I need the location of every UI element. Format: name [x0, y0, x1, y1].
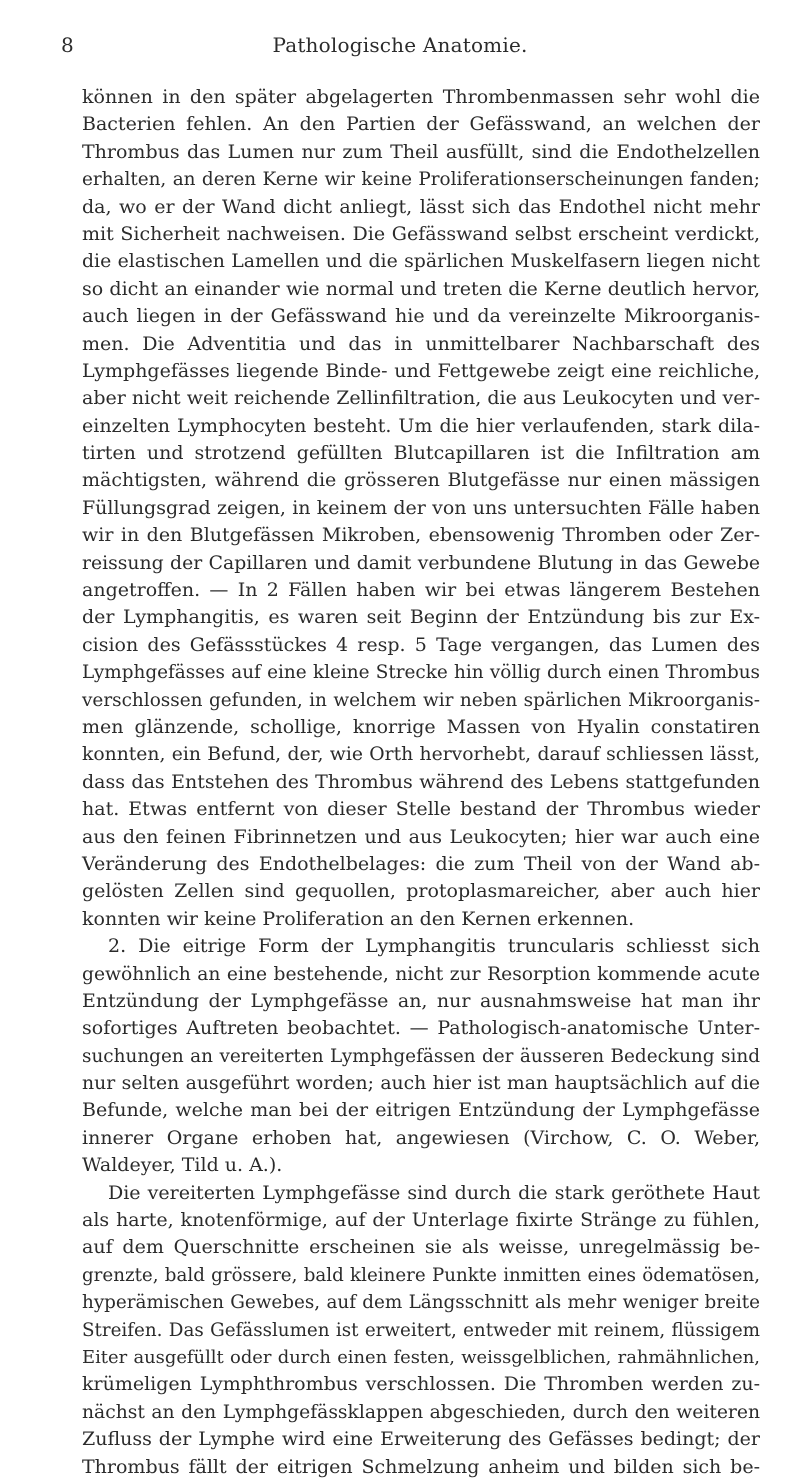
text-line: Streifen. Das Gefässlumen ist erweitert, entweder mit reinem, flüssigem: [82, 1319, 760, 1341]
text-line: Lymphgefässes auf eine kleine Strecke hin völlig durch einen Thrombus: [82, 662, 760, 684]
text-line: konnten, ein Befund, der, wie Orth hervorhebt, darauf schliessen lässt,: [82, 744, 760, 766]
text-line: Thrombus fällt der eitrigen Schmelzung anheim und bilden sich be-: [82, 1455, 760, 1478]
text-line: Lymphgefässes liegende Binde- und Fettgewebe zeigt eine reichliche,: [82, 359, 760, 382]
text-line: Entzündung der Lymphgefässe an, nur ausnahmsweise hat man ihr: [82, 989, 760, 1012]
text-line: gewöhnlich an eine bestehende, nicht zur Resorption kommende acute: [82, 963, 760, 985]
text-line: Die vereiterten Lymphgefässe sind durch die stark geröthete Haut: [108, 1181, 760, 1204]
page-header: [0, 20, 800, 60]
text-line: 2. Die eitrige Form der Lymphangitis truncularis schliesst sich: [108, 935, 760, 958]
text-line: auf dem Querschnitte erscheinen sie als weisse, unregelmässig be-: [82, 1236, 760, 1259]
text-line: Veränderung des Endothelbelages: die zum Theil von der Wand ab-: [82, 852, 760, 875]
text-line: reissung der Capillaren und damit verbundene Blutung in das Gewebe: [82, 552, 760, 574]
text-line: sofortiges Auftreten beobachtet. — Pathologisch-anatomische Unter-: [82, 1017, 760, 1040]
text-line: der Lymphangitis, es waren seit Beginn der Entzündung bis zur Ex-: [82, 606, 760, 629]
text-line: verschlossen gefunden, in welchem wir neben spärlichen Mikroorganis-: [82, 689, 760, 711]
running-head: Pathologische Anatomie.: [272, 33, 528, 57]
text-line: mächtigsten, während die grösseren Blutgefässe nur einen mässigen: [82, 469, 760, 492]
text-line: konnten wir keine Proliferation an den Kernen erkennen.: [82, 907, 635, 930]
text-line: so dicht an einander wie normal und treten die Kerne deutlich hervor,: [82, 277, 760, 300]
text-line: nächst an den Lymphgefässklappen abgeschieden, durch den weiteren: [82, 1401, 760, 1423]
page-number: 8: [61, 33, 74, 57]
text-line: Bacterien fehlen. An den Partien der Gefässwand, an welchen der: [82, 113, 760, 136]
text-line: nur selten ausgeführt worden; auch hier ist man hauptsächlich auf die: [82, 1073, 760, 1095]
text-line: krümeligen Lymphthrombus verschlossen. Die Thromben werden zu-: [82, 1373, 760, 1396]
text-line: cision des Gefässstückes 4 resp. 5 Tage vergangen, das Lumen des: [82, 633, 760, 656]
text-line: die elastischen Lamellen und die spärlichen Muskelfasern liegen nicht: [82, 251, 760, 273]
text-line: men. Die Adventitia und das in unmittelbarer Nachbarschaft des: [82, 332, 760, 355]
text-line: mit Sicherheit nachweisen. Die Gefässwand selbst erscheint verdickt,: [82, 222, 760, 245]
body-text: [82, 84, 760, 1481]
text-line: Füllungsgrad zeigen, in keinem der von uns untersuchten Fälle haben: [82, 496, 760, 519]
text-line: können in den später abgelagerten Thrombenmassen sehr wohl die: [82, 86, 760, 108]
text-line: da, wo er der Wand dicht anliegt, lässt sich das Endothel nicht mehr: [82, 195, 760, 218]
text-line: erhalten, an deren Kerne wir keine Proliferationserscheinungen fanden;: [82, 169, 760, 191]
text-line: dass das Entstehen des Thrombus während des Lebens stattgefunden: [82, 770, 760, 793]
text-line: men glänzende, schollige, knorrige Massen von Hyalin constatiren: [82, 715, 760, 738]
text-line: Thrombus das Lumen nur zum Theil ausfüllt, sind die Endothelzellen: [82, 140, 760, 163]
text-line: Eiter ausgefüllt oder durch einen festen, weissgelblichen, rahmähnlichen,: [82, 1346, 760, 1368]
text-line: auch liegen in der Gefässwand hie und da vereinzelte Mikroorganis-: [82, 305, 760, 328]
text-line: Waldeyer, Tild u. A.).: [82, 1154, 283, 1177]
text-line: grenzte, bald grössere, bald kleinere Punkte inmitten eines ödematösen,: [82, 1264, 760, 1286]
text-line: hat. Etwas entfernt von dieser Stelle bestand der Thrombus wieder: [82, 798, 760, 821]
text-line: suchungen an vereiterten Lymphgefässen der äusseren Bedeckung sind: [82, 1045, 760, 1067]
text-line: hyperämischen Gewebes, auf dem Längsschnitt als mehr weniger breite: [82, 1292, 760, 1314]
text-line: innerer Organe erhoben hat, angewiesen (Virchow, C. O. Weber,: [82, 1126, 760, 1149]
text-line: aus den feinen Fibrinnetzen und aus Leukocyten; hier war auch eine: [82, 825, 760, 848]
text-line: Zufluss der Lymphe wird eine Erweiterung des Gefässes bedingt; der: [82, 1428, 760, 1451]
text-line: Befunde, welche man bei der eitrigen Entzündung der Lymphgefässe: [82, 1099, 760, 1122]
text-line: wir in den Blutgefässen Mikroben, ebensowenig Thromben oder Zer-: [82, 524, 760, 547]
text-line: einzelten Lymphocyten besteht. Um die hier verlaufenden, stark dila-: [82, 414, 760, 437]
text-line: angetroffen. — In 2 Fällen haben wir bei etwas längerem Bestehen: [82, 579, 760, 602]
text-line: tirten und strotzend gefüllten Blutcapillaren ist die Infiltration am: [82, 442, 760, 465]
text-line: gelösten Zellen sind gequollen, protoplasmareicher, aber auch hier: [82, 880, 760, 903]
text-line: als harte, knotenförmige, auf der Unterlage fixirte Stränge zu fühlen,: [82, 1209, 760, 1232]
text-line: aber nicht weit reichende Zellinfiltration, die aus Leukocyten und ver-: [82, 387, 760, 410]
